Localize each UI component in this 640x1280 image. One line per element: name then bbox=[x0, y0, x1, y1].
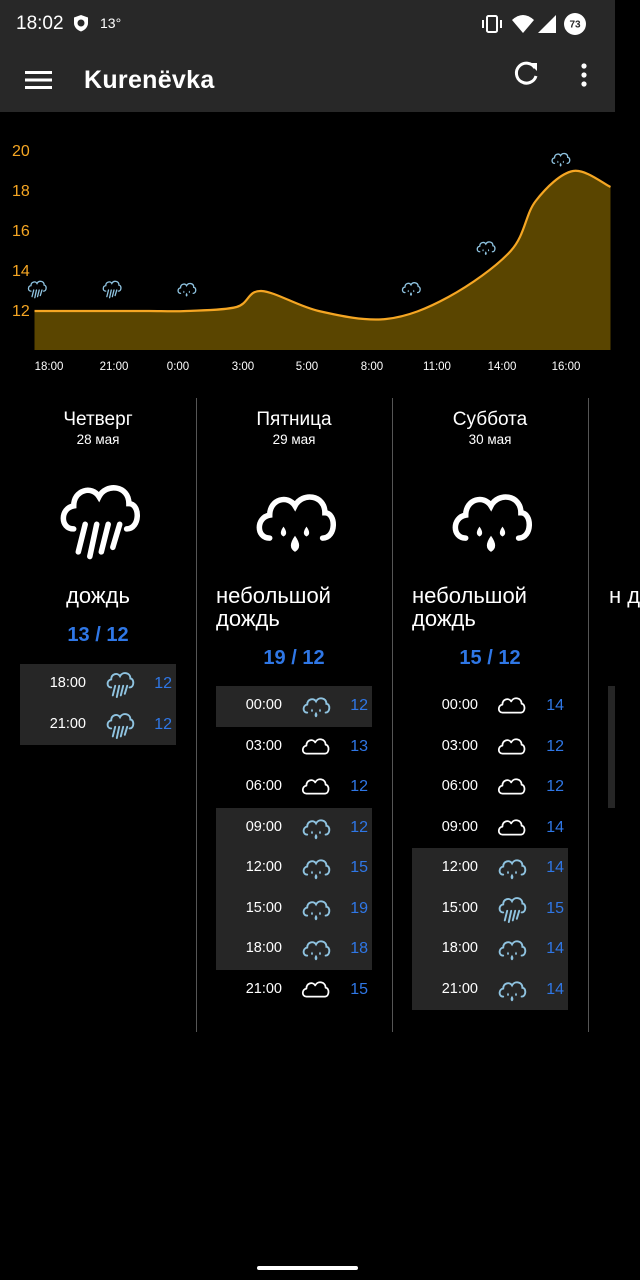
x-tick-label: 5:00 bbox=[295, 361, 319, 373]
hourly-row[interactable] bbox=[20, 705, 176, 746]
day-column[interactable] bbox=[196, 396, 392, 1032]
light-rain-cloud-icon bbox=[402, 283, 420, 296]
hourly-temperature: 12 bbox=[154, 715, 172, 733]
hourly-time: 00:00 bbox=[245, 697, 282, 713]
day-column[interactable] bbox=[392, 396, 588, 1032]
light-rain-cloud-icon bbox=[552, 154, 570, 167]
hourly-row[interactable] bbox=[412, 929, 568, 970]
day-condition: небольшой дождь bbox=[216, 583, 331, 631]
temperature-chart bbox=[0, 112, 615, 392]
cloud-icon bbox=[300, 774, 332, 802]
hourly-temperature: 12 bbox=[546, 737, 564, 755]
rain-cloud-icon bbox=[104, 712, 136, 740]
hourly-time: 21:00 bbox=[441, 980, 478, 997]
hourly-time: 03:00 bbox=[245, 737, 282, 754]
light-rain-cloud-icon bbox=[300, 815, 332, 843]
next-day-peek bbox=[608, 686, 615, 808]
hourly-temperature: 12 bbox=[350, 778, 368, 795]
hourly-row[interactable] bbox=[216, 889, 372, 930]
light-rain-cloud-icon bbox=[496, 936, 528, 964]
light-rain-cloud-icon bbox=[445, 482, 537, 562]
hourly-row[interactable] bbox=[412, 767, 568, 808]
hourly-temperature: 13 bbox=[350, 737, 368, 755]
x-tick-label: 16:00 bbox=[551, 361, 581, 373]
hourly-time: 09:00 bbox=[441, 818, 478, 835]
day-separator bbox=[588, 398, 589, 1032]
vibrate-icon bbox=[481, 12, 503, 36]
hourly-row[interactable] bbox=[216, 767, 372, 808]
more-vert-icon[interactable] bbox=[574, 61, 594, 89]
light-rain-cloud-icon bbox=[496, 855, 528, 883]
status-bar bbox=[0, 0, 615, 48]
cloud-icon bbox=[300, 734, 332, 762]
day-name: Пятница bbox=[256, 409, 332, 430]
cloud-icon bbox=[496, 734, 528, 762]
refresh-icon[interactable] bbox=[511, 59, 541, 89]
y-tick-label: 14 bbox=[12, 263, 30, 280]
hourly-row[interactable] bbox=[216, 929, 372, 970]
temperature-area bbox=[35, 171, 611, 350]
hourly-time: 06:00 bbox=[245, 778, 282, 794]
hourly-time: 00:00 bbox=[441, 697, 478, 713]
rain-cloud-icon bbox=[53, 482, 145, 562]
y-tick-label: 12 bbox=[12, 303, 30, 320]
hourly-row[interactable] bbox=[216, 727, 372, 768]
light-rain-cloud-icon bbox=[249, 482, 341, 562]
app-toolbar bbox=[0, 48, 615, 112]
hourly-list bbox=[216, 686, 372, 1010]
cloud-icon bbox=[496, 815, 528, 843]
day-column[interactable] bbox=[0, 396, 196, 1032]
y-tick-label: 16 bbox=[12, 223, 30, 240]
hourly-time: 18:00 bbox=[441, 940, 478, 956]
rain-cloud-icon bbox=[103, 281, 121, 297]
hourly-temperature: 14 bbox=[546, 697, 564, 714]
hourly-temperature: 12 bbox=[350, 697, 368, 714]
location-title: Kurenёvka bbox=[84, 66, 215, 94]
hourly-list bbox=[20, 664, 176, 745]
hourly-row[interactable] bbox=[412, 686, 568, 727]
day-date: 30 мая bbox=[468, 432, 512, 447]
hourly-temperature: 14 bbox=[546, 859, 564, 876]
hourly-temperature: 15 bbox=[350, 859, 368, 876]
hourly-time: 12:00 bbox=[441, 859, 478, 875]
y-axis bbox=[12, 143, 30, 320]
hourly-row[interactable] bbox=[216, 970, 372, 1011]
hourly-time: 06:00 bbox=[441, 778, 478, 794]
hourly-time: 21:00 bbox=[49, 715, 86, 732]
hourly-row[interactable] bbox=[412, 727, 568, 768]
day-date: 29 мая bbox=[272, 432, 316, 447]
cloud-icon bbox=[300, 977, 332, 1005]
y-tick-label: 18 bbox=[12, 183, 30, 200]
x-axis bbox=[35, 361, 581, 373]
x-tick-label: 11:00 bbox=[423, 361, 451, 373]
hourly-temperature: 19 bbox=[350, 899, 368, 917]
light-rain-cloud-icon bbox=[496, 977, 528, 1005]
day-temperature-range: 13 / 12 bbox=[67, 624, 129, 646]
rain-cloud-icon bbox=[104, 671, 136, 699]
cloud-icon bbox=[496, 774, 528, 802]
hourly-row[interactable] bbox=[20, 664, 176, 705]
hourly-row[interactable] bbox=[412, 808, 568, 849]
day-condition: небольшой дождь bbox=[412, 583, 527, 631]
day-name: Суббота bbox=[452, 409, 528, 430]
daily-forecast bbox=[0, 396, 640, 1036]
wifi-icon bbox=[511, 12, 535, 36]
hourly-list bbox=[412, 686, 568, 1010]
shield-app-icon bbox=[72, 14, 90, 32]
hourly-time: 18:00 bbox=[245, 940, 282, 956]
x-tick-label: 18:00 bbox=[34, 361, 64, 373]
x-tick-label: 21:00 bbox=[99, 361, 129, 373]
gesture-nav-bar[interactable] bbox=[257, 1266, 358, 1270]
hourly-temperature: 12 bbox=[350, 818, 368, 836]
day-condition: дождь bbox=[66, 583, 130, 608]
battery-icon bbox=[563, 12, 587, 36]
light-rain-cloud-icon bbox=[178, 284, 196, 297]
status-time: 18:02 bbox=[16, 13, 64, 34]
hourly-temperature: 14 bbox=[546, 818, 564, 836]
hourly-time: 12:00 bbox=[245, 859, 282, 875]
battery-level: 73 bbox=[569, 19, 581, 31]
hourly-temperature: 15 bbox=[546, 899, 564, 917]
light-rain-cloud-icon bbox=[300, 693, 332, 721]
light-rain-cloud-icon bbox=[300, 936, 332, 964]
day-temperature-range: 15 / 12 bbox=[459, 647, 521, 669]
hourly-row[interactable] bbox=[412, 970, 568, 1011]
rain-cloud-icon bbox=[28, 281, 46, 297]
hourly-time: 18:00 bbox=[49, 675, 86, 691]
x-tick-label: 8:00 bbox=[360, 361, 384, 373]
cloud-icon bbox=[496, 693, 528, 721]
light-rain-cloud-icon bbox=[300, 855, 332, 883]
rain-cloud-icon bbox=[496, 896, 528, 924]
hourly-time: 09:00 bbox=[245, 818, 282, 835]
hourly-time: 03:00 bbox=[441, 737, 478, 754]
status-temperature: 13° bbox=[100, 15, 122, 31]
y-tick-label: 20 bbox=[12, 143, 30, 160]
hourly-temperature: 12 bbox=[154, 675, 172, 692]
hourly-time: 21:00 bbox=[245, 980, 282, 997]
light-rain-cloud-icon bbox=[477, 242, 495, 255]
hourly-row[interactable] bbox=[412, 889, 568, 930]
light-rain-cloud-icon bbox=[300, 896, 332, 924]
hourly-row[interactable] bbox=[216, 848, 372, 889]
x-tick-label: 3:00 bbox=[231, 361, 255, 373]
status-icons bbox=[481, 12, 601, 36]
day-name: Четверг bbox=[63, 409, 133, 430]
hourly-row[interactable] bbox=[216, 686, 372, 727]
signal-icon bbox=[537, 12, 557, 36]
next-day-condition-peek: н д bbox=[609, 583, 640, 608]
x-tick-label: 14:00 bbox=[487, 361, 517, 373]
hourly-time: 15:00 bbox=[441, 899, 478, 916]
hourly-row[interactable] bbox=[216, 808, 372, 849]
day-date: 28 мая bbox=[76, 432, 120, 447]
hourly-temperature: 14 bbox=[546, 940, 564, 957]
hourly-temperature: 12 bbox=[546, 778, 564, 795]
hourly-temperature: 14 bbox=[546, 980, 564, 998]
menu-icon[interactable] bbox=[24, 66, 54, 94]
hourly-row[interactable] bbox=[412, 848, 568, 889]
day-temperature-range: 19 / 12 bbox=[263, 647, 325, 669]
x-tick-label: 0:00 bbox=[166, 361, 190, 373]
hourly-time: 15:00 bbox=[245, 899, 282, 916]
hourly-temperature: 18 bbox=[350, 940, 368, 957]
hourly-temperature: 15 bbox=[350, 980, 368, 998]
